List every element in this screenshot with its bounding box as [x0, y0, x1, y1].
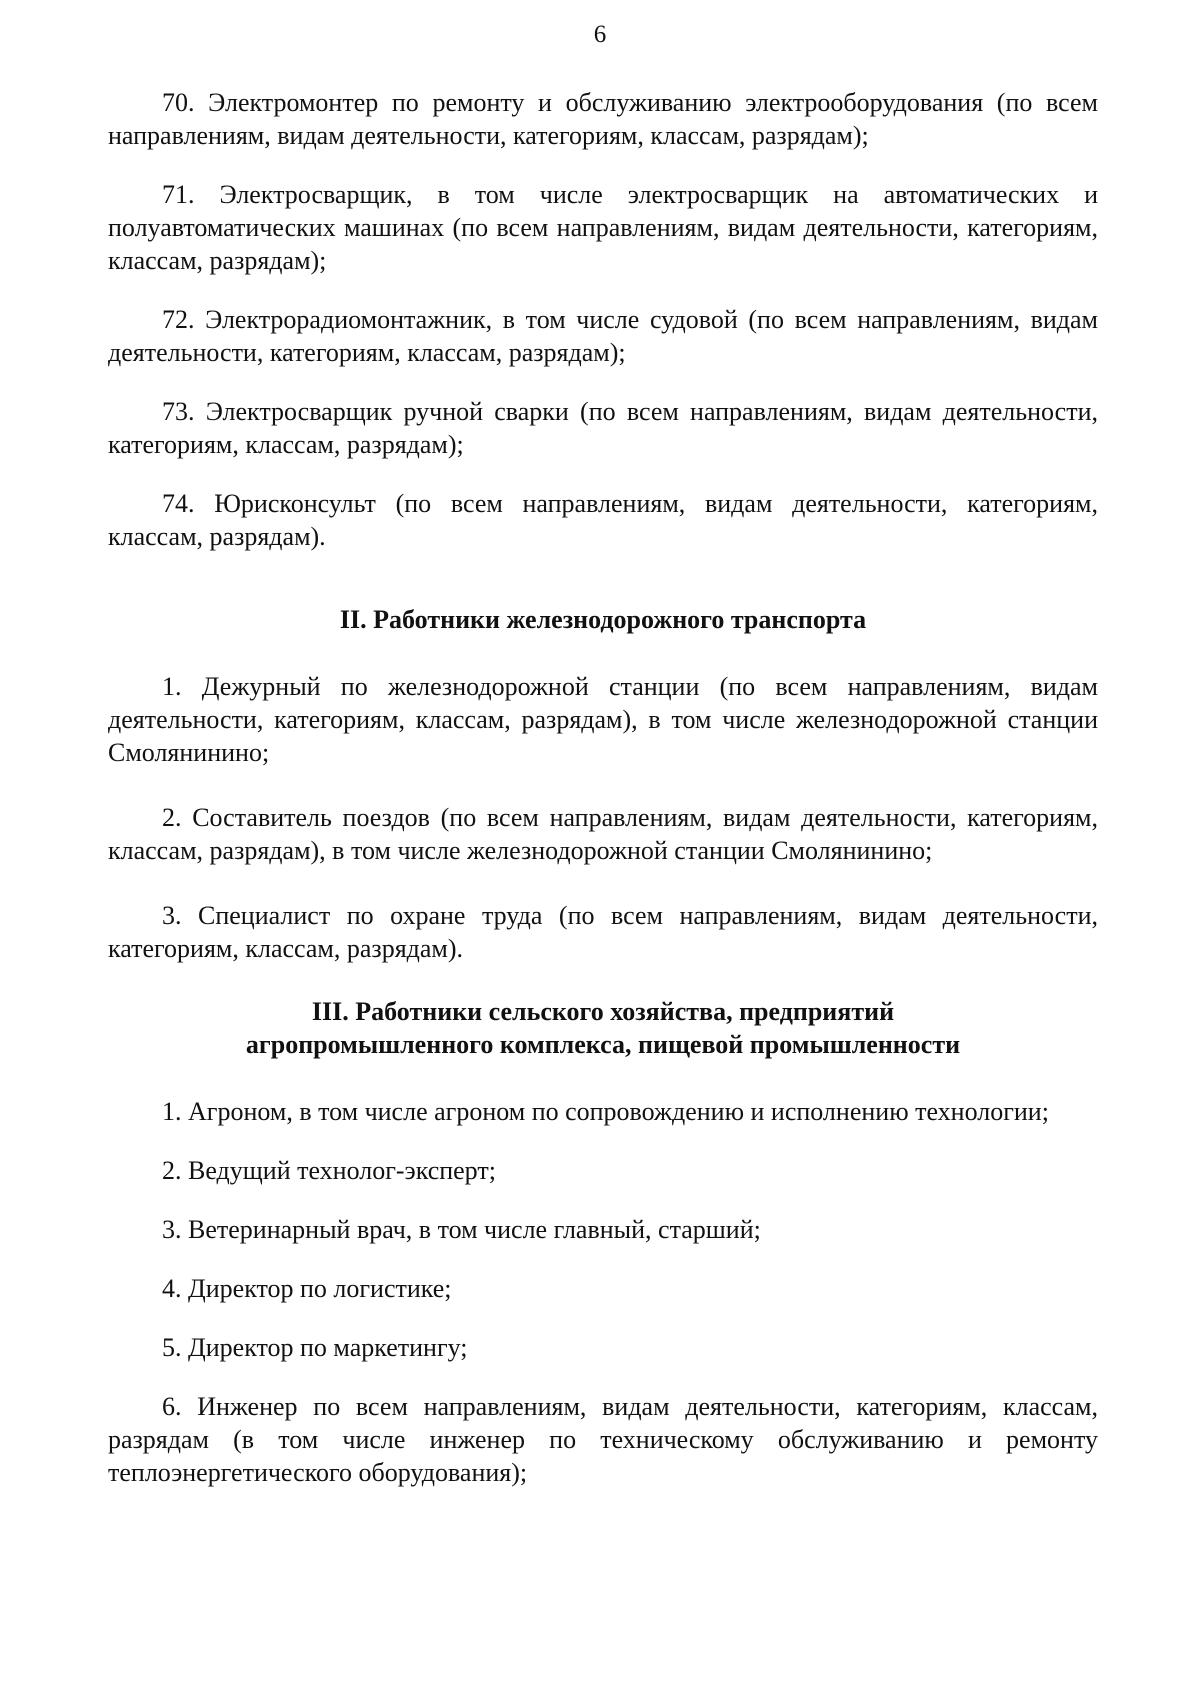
section-heading-agriculture [108, 995, 1098, 1061]
page-number: 6 [593, 21, 607, 48]
document-body [108, 86, 1098, 1515]
list-item: 70. Электромонтер по ремонту и обслуживанию электрооборудования (по всем направлениям, видам деятельности, категориям, классам, разрядам); [108, 88, 1098, 150]
list-item: 72. Электрорадиомонтажник, в том числе судовой (по всем направлениям, видам деятельности, категориям, классам, разрядам); [108, 305, 1098, 367]
list-item: 6. Инженер по всем направлениям, видам деятельности, категориям, классам, разрядам (в том числе инженер по техническому обслуживанию и ремонту теплоэнергетического оборудования); [108, 1392, 1098, 1487]
list-item: 74. Юрисконсульт (по всем направлениям, видам деятельности, категориям, классам, разрядам). [108, 489, 1098, 551]
list-item: 5. Директор по маркетингу; [162, 1333, 468, 1362]
list-item: 71. Электросварщик, в том числе электросварщик на автоматических и полуавтоматических машинах (по всем направлениям, видам деятельности, категориям, классам, разрядам); [108, 180, 1098, 275]
list-item: 1. Агроном, в том числе агроном по сопровождению и исполнению технологии; [162, 1097, 1049, 1126]
list-item: 73. Электросварщик ручной сварки (по всем направлениям, видам деятельности, категориям, классам, разрядам); [108, 397, 1098, 459]
section-heading-line: III. Работники сельского хозяйства, предприятий [311, 997, 895, 1026]
list-item: 4. Директор по логистике; [162, 1274, 452, 1303]
list-item: 3. Специалист по охране труда (по всем направлениям, видам деятельности, категориям, классам, разрядам). [108, 901, 1098, 963]
list-item: 3. Ветеринарный врач, в том числе главный, старший; [162, 1215, 761, 1244]
list-item: 1. Дежурный по железнодорожной станции (по всем направлениям, видам деятельности, категориям, классам, разрядам), в том числе железнодорожной станции Смолянинино; [108, 672, 1098, 767]
list-item: 2. Ведущий технолог-эксперт; [162, 1156, 496, 1185]
section-heading-line: агропромышленного комплекса, пищевой промышленности [245, 1030, 961, 1059]
list-item: 2. Составитель поездов (по всем направлениям, видам деятельности, категориям, классам, разрядам), в том числе железнодорожной станции Смолянинино; [108, 803, 1098, 865]
section-heading-railway: II. Работники железнодорожного транспорта [339, 605, 867, 634]
